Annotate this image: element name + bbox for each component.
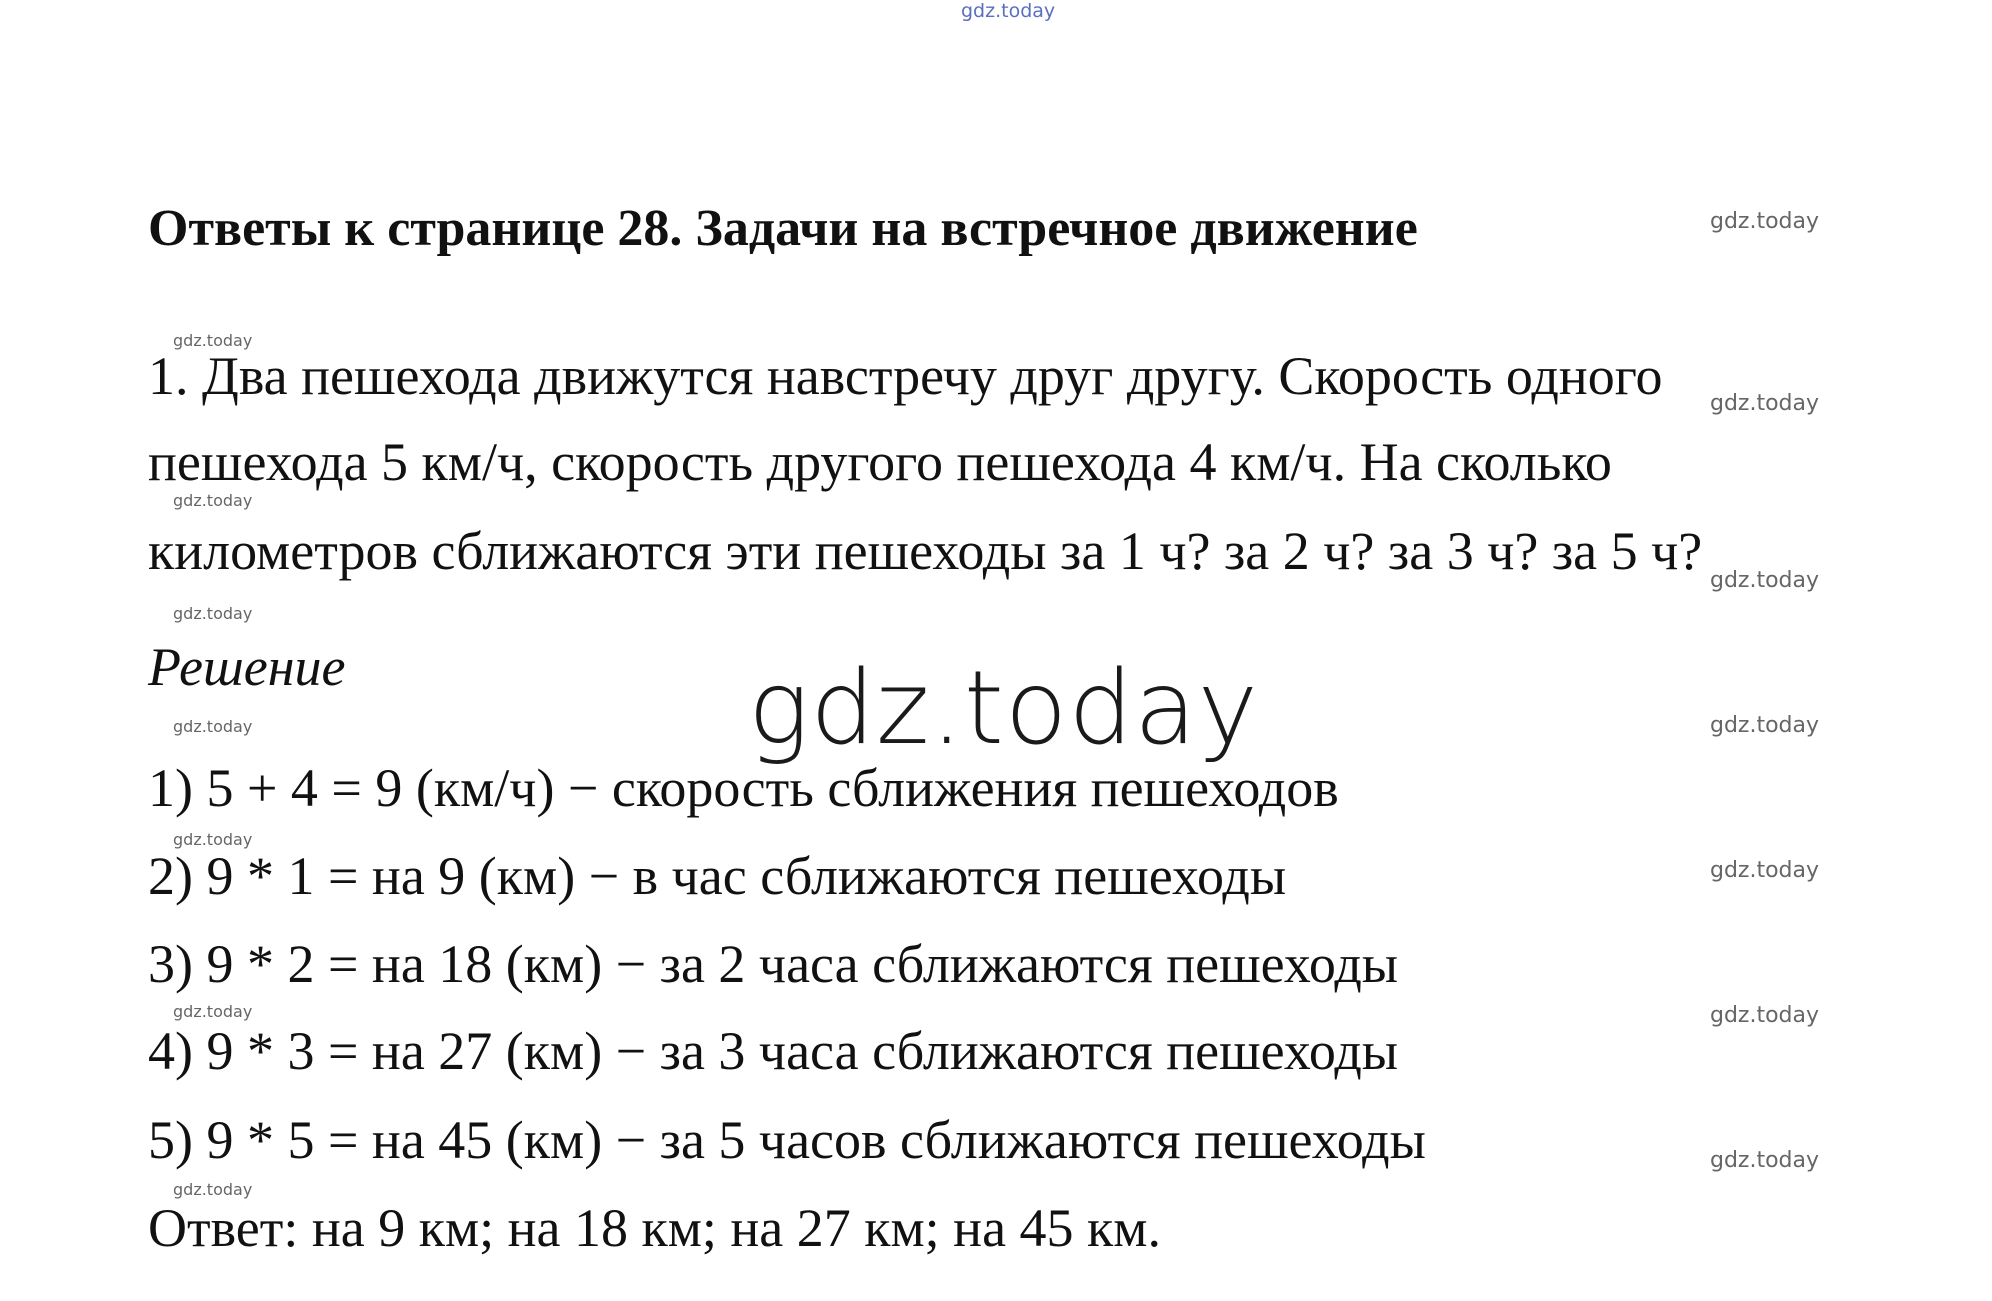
watermark-right: gdz.today — [1710, 391, 1820, 416]
watermark-right: gdz.today — [1710, 1148, 1820, 1173]
watermark-right: gdz.today — [1710, 713, 1820, 738]
watermark-right: gdz.today — [1710, 209, 1820, 234]
solution-heading: Решение — [148, 637, 346, 697]
watermark-left: gdz.today — [173, 604, 253, 623]
solution-step: 2) 9 * 1 = на 9 (км) − в час сближаются пешеходы — [148, 846, 1287, 906]
watermark-left: gdz.today — [173, 1002, 253, 1021]
answer-line: Ответ: на 9 км; на 18 км; на 27 км; на 45 км. — [148, 1198, 1161, 1258]
watermark-right: gdz.today — [1710, 1003, 1820, 1028]
watermark-left: gdz.today — [173, 830, 253, 849]
watermark-right: gdz.today — [1710, 568, 1820, 593]
watermark-large: gdz.today — [748, 649, 1259, 768]
solution-step: 4) 9 * 3 = на 27 (км) − за 3 часа сближаются пешеходы — [148, 1021, 1399, 1081]
watermark-left: gdz.today — [173, 717, 253, 736]
problem-line: пешехода 5 км/ч, скорость другого пешехода 4 км/ч. На сколько — [148, 432, 1612, 492]
watermark-right: gdz.today — [1710, 858, 1820, 883]
problem-line: километров сближаются эти пешеходы за 1 ч? за 2 ч? за 3 ч? за 5 ч? — [148, 521, 1703, 581]
solution-step: 1) 5 + 4 = 9 (км/ч) − скорость сближения пешеходов — [148, 758, 1339, 818]
watermark-left: gdz.today — [173, 1180, 253, 1199]
watermark-left: gdz.today — [173, 491, 253, 510]
watermark-left: gdz.today — [173, 331, 253, 350]
page-title: Ответы к странице 28. Задачи на встречное движение — [148, 200, 1418, 257]
solution-step: 3) 9 * 2 = на 18 (км) − за 2 часа сближаются пешеходы — [148, 934, 1399, 994]
solution-step: 5) 9 * 5 = на 45 (км) − за 5 часов сближаются пешеходы — [148, 1110, 1426, 1170]
watermark-top: gdz.today — [961, 0, 1056, 22]
problem-line: 1. Два пешехода движутся навстречу друг другу. Скорость одного — [148, 346, 1663, 406]
